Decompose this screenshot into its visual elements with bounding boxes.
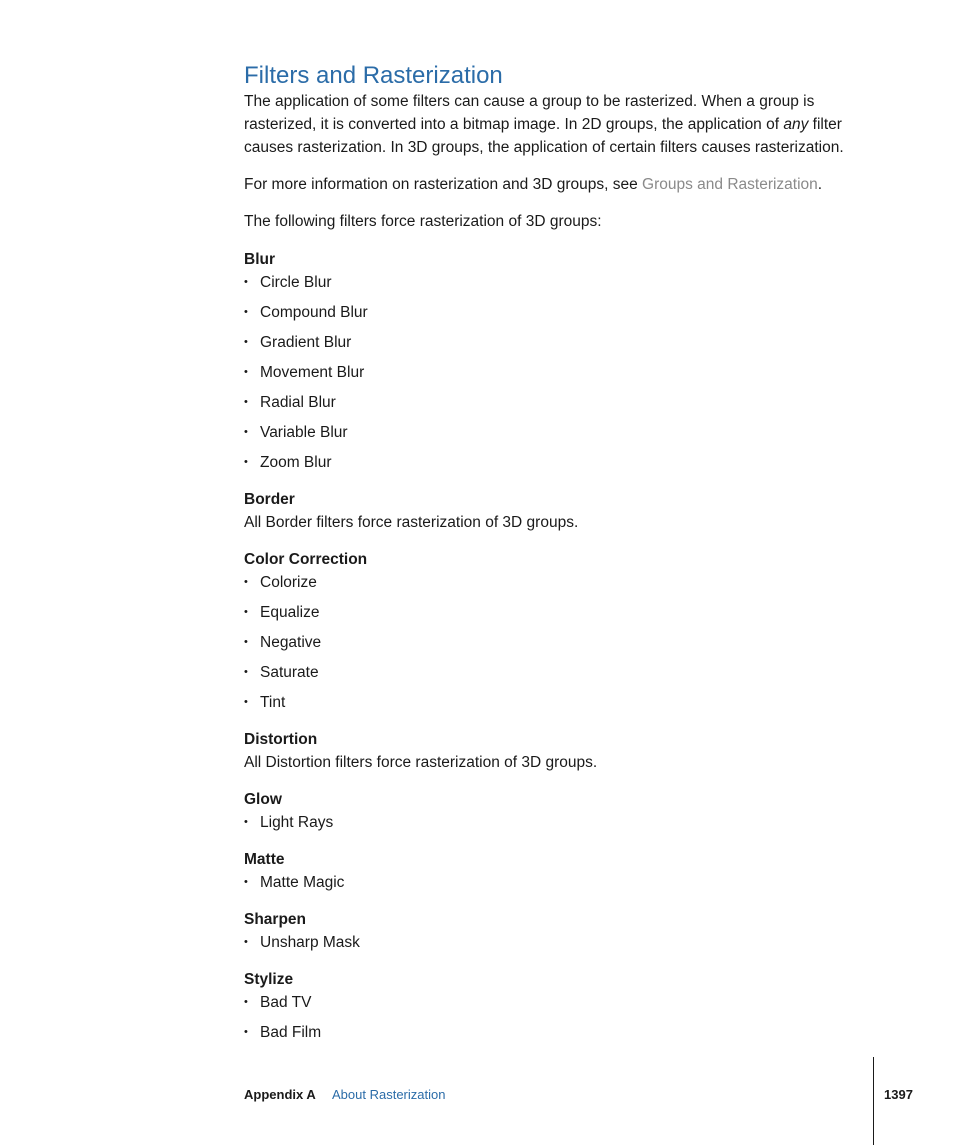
list-item: • Saturate — [244, 661, 884, 691]
lead-in-paragraph: The following filters force rasterization of 3D groups: — [244, 213, 602, 230]
section-glow — [244, 788, 884, 841]
groups-and-rasterization-link[interactable]: Groups and Rasterization — [642, 176, 818, 193]
section-heading-border: Border — [244, 491, 295, 508]
list-item: • Circle Blur — [244, 271, 884, 301]
list-color-correction — [244, 571, 884, 721]
section-matte — [244, 848, 884, 901]
list-blur — [244, 271, 884, 481]
list-glow — [244, 811, 884, 841]
list-stylize — [244, 991, 884, 1051]
intro-emphasis: any — [783, 116, 809, 133]
list-item: • Radial Blur — [244, 391, 884, 421]
footer-chapter-link[interactable]: About Rasterization — [332, 1087, 446, 1102]
page-title: Filters and Rasterization — [244, 62, 503, 89]
list-item: • Variable Blur — [244, 421, 884, 451]
list-item: • Bad TV — [244, 991, 884, 1021]
list-item: • Colorize — [244, 571, 884, 601]
section-heading-stylize: Stylize — [244, 971, 294, 988]
intro-text-b: filter causes rasterization. In 3D groups, the application of certain filters causes rasterization. — [244, 116, 844, 156]
section-heading-glow: Glow — [244, 791, 282, 808]
page-number: 1397 — [884, 1087, 913, 1102]
section-desc-border: All Border filters force rasterization of 3D groups. — [244, 514, 579, 531]
intro-text-a: The application of some filters can cause a group to be rasterized. When a group is rasterized, it is converted into a bitmap image. In 2D groups, the application of — [244, 93, 815, 133]
section-distortion — [244, 728, 884, 774]
list-item: • Tint — [244, 691, 884, 721]
list-item: • Zoom Blur — [244, 451, 884, 481]
section-heading-blur: Blur — [244, 251, 275, 268]
section-heading-distortion: Distortion — [244, 731, 318, 748]
list-item: • Matte Magic — [244, 871, 884, 901]
section-blur — [244, 248, 884, 481]
list-item: • Light Rays — [244, 811, 884, 841]
list-item: • Compound Blur — [244, 301, 884, 331]
footer-divider — [873, 1057, 874, 1145]
more-info-paragraph — [244, 173, 822, 196]
list-item: • Movement Blur — [244, 361, 884, 391]
footer-appendix-label: Appendix A — [244, 1087, 316, 1102]
section-sharpen — [244, 908, 884, 961]
section-desc-distortion: All Distortion filters force rasterization of 3D groups. — [244, 754, 598, 771]
list-item: • Equalize — [244, 601, 884, 631]
list-item: • Negative — [244, 631, 884, 661]
list-sharpen — [244, 931, 884, 961]
list-item: • Bad Film — [244, 1021, 884, 1051]
intro-paragraph — [244, 90, 884, 159]
list-matte — [244, 871, 884, 901]
section-border — [244, 488, 884, 534]
section-color-correction — [244, 548, 884, 721]
section-heading-matte: Matte — [244, 851, 285, 868]
section-heading-sharpen: Sharpen — [244, 911, 307, 928]
section-stylize — [244, 968, 884, 1051]
list-item: • Gradient Blur — [244, 331, 884, 361]
more-info-end: . — [817, 176, 823, 193]
section-heading-color-correction: Color Correction — [244, 551, 368, 568]
list-item: • Unsharp Mask — [244, 931, 884, 961]
more-info-text: For more information on rasterization and 3D groups, see — [244, 176, 643, 193]
